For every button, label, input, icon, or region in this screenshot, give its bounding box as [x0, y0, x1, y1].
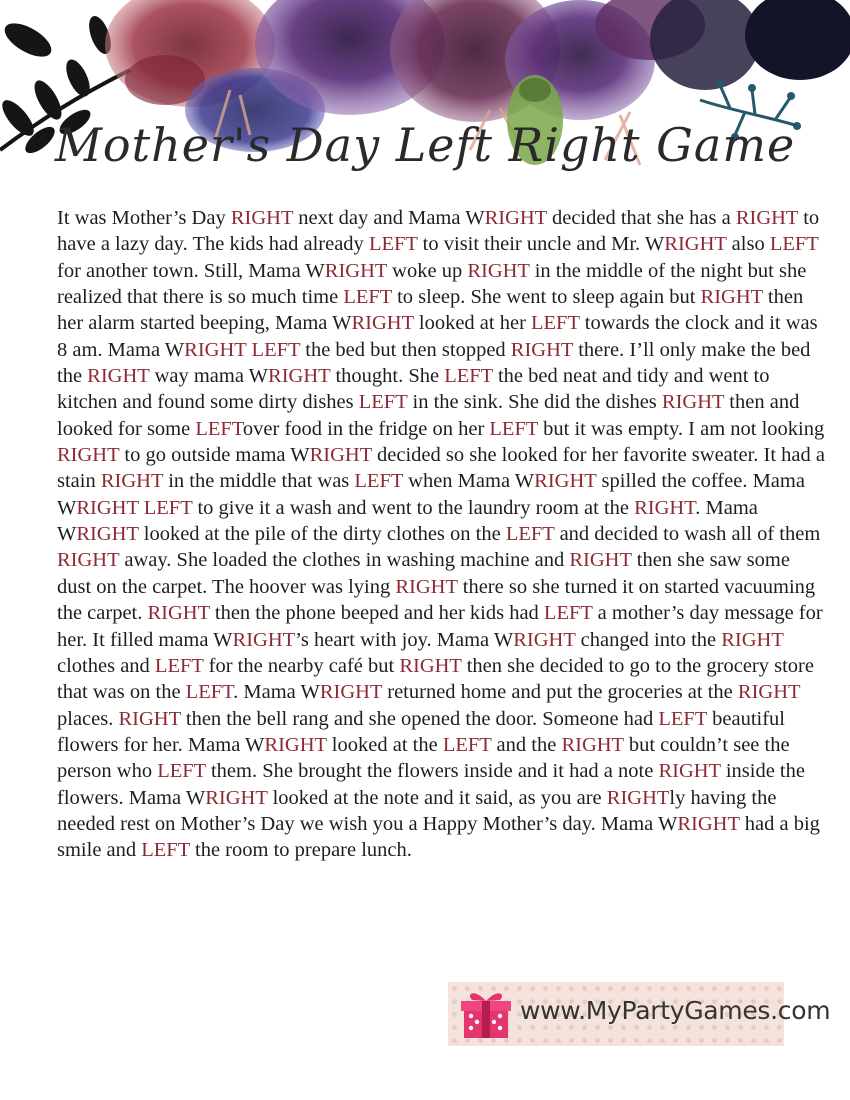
story-text: decided so she looked for her favorite sweater. It had a stain	[57, 444, 825, 493]
highlight-word: RIGHT	[351, 312, 414, 335]
story-text: inside the flowers. Mama W	[57, 760, 805, 809]
highlight-word: RIGHT	[57, 444, 120, 467]
story-text: there. I’ll only make the bed the	[57, 338, 811, 388]
highlight-word: RIGHT	[76, 523, 139, 546]
story-text: had a big smile and	[57, 812, 820, 862]
story-text: to give it a wash and went to the laundry room at the	[192, 496, 635, 519]
highlight-word: LEFT	[658, 707, 707, 730]
story-text: and decided to wash all of them	[554, 523, 821, 546]
story-text: over food in the fridge on her	[242, 417, 490, 440]
highlight-word: RIGHT	[395, 575, 458, 598]
highlight-word: LEFT	[195, 417, 243, 440]
highlight-word: RIGHT	[664, 233, 727, 256]
highlight-word: RIGHT	[534, 470, 597, 493]
story-text: . Mama W	[57, 496, 758, 546]
story-paragraph	[57, 205, 829, 864]
page-title: Mother's Day Left Right Game	[54, 118, 796, 172]
highlight-word: RIGHT	[205, 786, 268, 809]
story-text: looked at the	[326, 733, 443, 756]
story-text: when Mama W	[403, 470, 535, 493]
highlight-word: LEFT	[141, 839, 190, 862]
story-text: for another town. Still, Mama W	[57, 259, 325, 282]
story-text: towards the clock and it was 8 am. Mama W	[57, 312, 818, 361]
story-text: then her alarm started beeping, Mama W	[57, 286, 804, 335]
highlight-word: RIGHT	[700, 286, 763, 309]
story-text: in the middle of the night but she realized that there is so much time	[57, 259, 807, 309]
highlight-word: LEFT	[358, 391, 408, 414]
highlight-word: RIGHT	[57, 549, 120, 572]
story-text: but couldn’t see the person who	[57, 733, 790, 783]
story-text: then and looked for some	[57, 391, 800, 440]
highlight-word: RIGHT	[232, 628, 296, 651]
story-text: to have a lazy day. The kids had already	[57, 207, 820, 256]
highlight-word: RIGHT	[230, 207, 294, 229]
highlight-word: RIGHT	[569, 549, 632, 572]
highlight-word: LEFT	[185, 681, 234, 704]
story-text: a mother’s day message for her. It filled mama W	[57, 602, 823, 651]
highlight-word: RIGHT	[399, 654, 462, 677]
highlight-word: LEFT	[343, 286, 392, 309]
story-text: the bed neat and tidy and went to kitchen and found some dirty dishes	[57, 365, 770, 414]
highlight-word: RIGHT	[735, 207, 799, 229]
highlight-word: LEFT	[769, 233, 819, 256]
story-text: looked at her	[413, 312, 532, 335]
highlight-word: RIGHT	[634, 496, 696, 519]
highlight-word: LEFT	[489, 417, 539, 440]
highlight-word: LEFT	[505, 523, 555, 546]
highlight-word: LEFT	[442, 733, 492, 756]
story-text: spilled the coffee. Mama W	[57, 470, 805, 519]
highlight-word: LEFT	[354, 470, 404, 493]
highlight-word: LEFT	[157, 760, 206, 783]
highlight-word: RIGHT	[677, 812, 740, 835]
highlight-word: LEFT	[531, 312, 580, 335]
website-badge[interactable]	[448, 982, 831, 1046]
highlight-word: RIGHT	[324, 259, 388, 282]
highlight-word: LEFT	[368, 233, 418, 256]
story-text: the room to prepare lunch.	[189, 839, 412, 862]
floral-header-illustration	[0, 0, 850, 215]
highlight-word: RIGHT	[606, 786, 670, 809]
story-text: places.	[57, 707, 119, 730]
highlight-word: RIGHT	[510, 338, 574, 361]
highlight-word: RIGHT	[100, 470, 164, 493]
story-text: the bed but then stopped	[300, 338, 511, 361]
story-text: then the phone beeped and her kids had	[209, 602, 544, 625]
highlight-word: LEFT	[543, 602, 593, 625]
story-text: but it was empty. I am not looking	[538, 417, 825, 440]
highlight-word: RIGHT	[658, 760, 721, 783]
story-text: to sleep. She went to sleep again but	[391, 286, 701, 309]
story-text: then the bell rang and she opened the door. Someone had	[180, 707, 659, 730]
highlight-word: RIGHT	[118, 707, 181, 730]
story-text: beautiful flowers for her. Mama W	[57, 707, 785, 756]
story-text: next day and Mama W	[293, 207, 485, 229]
highlight-word: LEFT	[444, 365, 493, 388]
highlight-word: RIGHT	[264, 733, 327, 756]
highlight-word: RIGHT	[661, 391, 725, 414]
website-link[interactable]: www.MyPartyGames.com	[520, 996, 831, 1025]
highlight-word: RIGHT	[87, 365, 150, 388]
story-text: It was Mother’s Day	[57, 207, 231, 229]
highlight-word: RIGHT	[309, 444, 372, 467]
story-text: then she decided to go to the grocery store that was on the	[57, 654, 814, 704]
highlight-word: RIGHT	[484, 207, 547, 229]
highlight-word: RIGHT	[147, 602, 210, 625]
story-text: looked at the note and it said, as you are	[267, 786, 607, 809]
highlight-word: RIGHT	[319, 681, 383, 704]
story-text: clothes and	[57, 654, 155, 677]
story-text: away. She loaded the clothes in washing machine and	[119, 549, 570, 572]
gift-box-icon	[458, 986, 514, 1042]
highlight-word: LEFT	[154, 654, 204, 677]
story-text: changed into the	[575, 628, 722, 651]
highlight-word: RIGHT	[737, 681, 801, 704]
highlight-word: RIGHT	[561, 733, 624, 756]
story-text: returned home and put the groceries at the	[382, 681, 738, 704]
story-text: them. She brought the flowers inside and it had a note	[205, 760, 659, 783]
story-text: in the middle that was	[163, 470, 355, 493]
story-text: then she saw some dust on the carpet. The hoover was lying	[57, 549, 790, 598]
story-text: and the	[491, 733, 562, 756]
story-text: decided that she has a	[546, 207, 736, 229]
highlight-word: RIGHT	[467, 259, 530, 282]
highlight-word: RIGHT	[268, 365, 331, 388]
story-text: ly having the needed rest on Mother’s Day we wish you a Happy Mother’s day. Mama W	[57, 786, 777, 835]
story-text: in the sink. She did the dishes	[407, 391, 662, 414]
story-text: ’s heart with joy. Mama W	[295, 628, 514, 651]
highlight-word: RIGHT LEFT	[76, 496, 193, 519]
story-text: for the nearby café but	[203, 654, 400, 677]
story-text: looked at the pile of the dirty clothes on the	[138, 523, 506, 546]
story-text: . Mama W	[233, 681, 320, 704]
story-text: thought. She	[330, 365, 445, 388]
story-text: to go outside mama W	[119, 444, 310, 467]
highlight-word: RIGHT	[721, 628, 784, 651]
story-text: way mama W	[149, 365, 269, 388]
story-text: woke up	[387, 259, 468, 282]
story-text: there so she turned it on started vacuuming the carpet.	[57, 575, 816, 625]
story-text: also	[726, 233, 770, 256]
highlight-word: RIGHT LEFT	[184, 338, 301, 361]
story-text: to visit their uncle and Mr. W	[417, 233, 665, 256]
highlight-word: RIGHT	[513, 628, 576, 651]
